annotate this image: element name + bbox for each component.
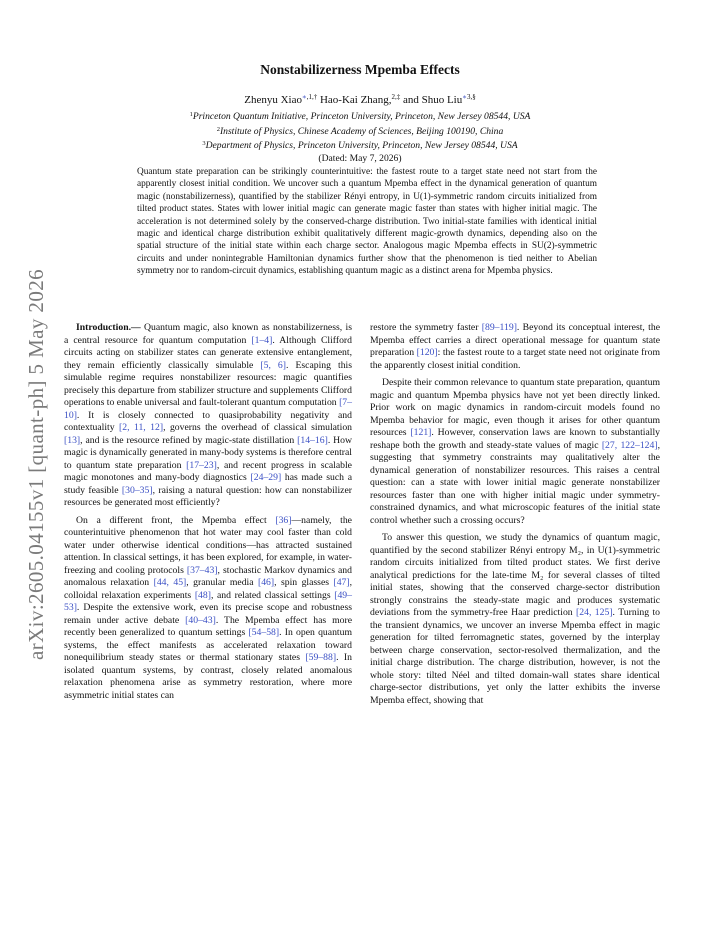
paragraph-mpemba (64, 515, 352, 703)
affiliation-2: $^2$Institute of Physics, Chinese Academy of Sciences, Beijing 100190, China (216, 125, 504, 137)
section-heading-introduction: Introduction.— (76, 322, 141, 333)
paragraph-text: . Although Clifford circuits acting on stabilizer states can generate extensive entanglement, they remain efficiently classically simulable (64, 334, 352, 371)
citation-link[interactable]: [36] (275, 514, 292, 526)
paragraph-text: . In isolated quantum systems, by contrast, closely related anomalous relaxation phenomena arise as symmetry restoration, where more asymmetric initial states can (64, 652, 352, 701)
paragraph-approach (370, 532, 660, 707)
author-name: Shuo Liu (421, 94, 463, 106)
citation-link[interactable]: [27, 122–124] (601, 439, 658, 451)
paragraph-text: , colloidal relaxation experiments (64, 577, 353, 601)
citation-link[interactable]: [46] (257, 577, 275, 588)
citation-link[interactable]: [37–43] (186, 564, 218, 576)
arxiv-identifier[interactable]: arXiv:2605.04155v1 [quant-ph] 5 May 2026 (24, 268, 48, 660)
paragraph-text: has made such a study feasible (64, 472, 353, 496)
left-column (64, 322, 352, 702)
paragraph-text: —namely, the counterintuitive phenomenon that hot water may cool faster than cold water under otherwise identical conditions—has attracted sustained attention. In classical settings, it has been explored, for example, in water-freezing and cooling protocols (64, 514, 352, 576)
paragraph-text: . It is closely connected to quasiprobability negativity and contextuality (64, 409, 352, 433)
paragraph-text: , spin glasses (274, 577, 334, 588)
author-affil-marks: ,1,† (306, 93, 318, 101)
author-name: Hao-Kai Zhang, (319, 94, 392, 106)
citation-link[interactable]: [14–16] (297, 434, 328, 446)
abstract: Quantum state preparation can be strikingly counterintuitive: the fastest route to a target state need not start from the apparently closest initial condition. We uncover such a quantum Mpemba effect in the dynamical generation of quantum magic (nonstabilizerness), quantified by the stabilizer Rényi entropy, in U(1)-symmetric random circuits initialized from tilted product states. States with lower initial magic can generate magic faster than states with higher initial magic. The acceleration is not determined solely by the conserved-charge distribution. Two initial-state families with identical initial magic and identical charge distribution exhibit qualitatively different magic-growth dynamics, depending also on the spatial structure of the initial state within each charge sector. Analogous magic Mpemba effects in SU(2)-symmetric circuits and under nonintegrable Hamiltonian dynamics further show that the phenomenon is tied neither to Abelian symmetry nor to random-circuit dynamics, establishing quantum magic as a distinct arena for Mpemba physics. (137, 167, 597, 277)
paper-title: Nonstabilizerness Mpemba Effects (260, 62, 460, 77)
paragraph-text: . Turning to the transient dynamics, we uncover an inverse Mpemba effect in magic generation for tilted ferromagnetic states, governed by the interplay between charge conservation, sector-resolved thermalization, and the initial charge distribution. The charge distribution, however, is not the whole story: tilted Néel and tilted domain-wall states share identical charge-sector distributions, yet only the latter exhibits the inverse Mpemba effect, showing that (370, 607, 661, 706)
paragraph-text: , and is the resource refined by magic-state distillation (80, 434, 298, 446)
paragraph-text: , and related classical settings (210, 589, 335, 601)
date-line: (Dated: May 7, 2026) (318, 152, 402, 164)
citation-link[interactable]: [48] (194, 589, 211, 601)
author-affil-marks: 3,§ (467, 93, 476, 101)
citation-link[interactable]: [121] (410, 427, 432, 438)
right-column (370, 322, 660, 707)
citation-link[interactable]: [49–53] (64, 589, 352, 613)
citation-link[interactable]: [17–23] (186, 459, 217, 471)
author-name: Zhenyu Xiao (244, 94, 302, 106)
author-footnote-link[interactable]: ∗ (462, 93, 468, 101)
paragraph-text: Despite their common relevance to quantum state preparation, quantum magic and quantum Mpemba physics have not yet been directly linked. Prior work on magic dynamics in random-circuit models found no Mpemba behavior for magic, even though it arises for other quantum resources (370, 377, 660, 438)
paragraph-text: . The Mpemba effect has more recently been generalized to quantum settings (64, 614, 352, 638)
citation-link[interactable]: [13] (64, 434, 81, 446)
citation-link[interactable]: [47] (333, 577, 350, 588)
paragraph-text: . In open quantum systems, the effect manifests as accelerated relaxation toward nonequilibrium steady states or thermal stationary states (64, 627, 352, 663)
author-conjunction: and (402, 94, 419, 106)
paragraph-text: . Beyond its conceptual interest, the Mpemba effect carries a direct operational message for quantum state preparation (370, 322, 660, 358)
paragraph-text: , stochastic Markov dynamics and anomalous relaxation (64, 564, 352, 588)
paragraph-text: To answer this question, we study the dynamics of quantum magic, quantified by the second stabilizer Rényi entropy M₂, in U(1)-symmetric random circuits initialized from tilted product states. We first derive analytical predictions for the late-time M₂ for several classes of tilted initial states, showing that the conserved charge-sector distribution strongly constrains the steady-state magic and produces systematic deviations from the symmetry-free Haar prediction (370, 532, 660, 618)
citation-link[interactable]: [5, 6] (260, 359, 286, 371)
affiliation-3: $^3$Department of Physics, Princeton University, Princeton, New Jersey 08544, USA (202, 140, 518, 151)
paragraph-text: : the fastest route to a target state need not originate from the apparently closest initial condition. (370, 347, 660, 371)
citation-link[interactable]: [2, 11, 12] (119, 422, 164, 433)
paragraph-text: . Escaping this simulable regime requires nonstabilizer resources: magic quantifies precisely this departure from stabilizer structure and supplements Clifford operations to enable universal and fault-tolerant quantum computation (64, 359, 352, 408)
citation-link[interactable]: [24, 125] (576, 607, 613, 618)
affiliations (0, 109, 720, 165)
citation-link[interactable]: [24–29] (250, 472, 282, 483)
paragraph-text: , granular media (186, 577, 258, 588)
citation-link[interactable]: [7–10] (64, 397, 352, 421)
citation-link[interactable]: [1–4] (251, 334, 273, 346)
paragraph-text: . However, conservation laws are known to substantially reshape both the growth and steady-state values of magic (370, 427, 660, 451)
author-affil-marks: 2,‡ (391, 93, 401, 101)
citation-link[interactable]: [89–119] (481, 322, 517, 333)
citation-link[interactable]: [54–58] (248, 627, 280, 638)
paragraph-text: , raising a natural question: how can nonstabilizer resources be generated most efficiently? (64, 484, 352, 508)
paragraph-text: , and recent progress in scalable magic monotones and many-body diagnostics (64, 459, 352, 483)
author-footnote-link[interactable]: ∗ (301, 93, 307, 101)
paragraph-text: restore the symmetry faster (370, 322, 482, 333)
paragraph-text: . How magic is dynamically generated in many-body systems is therefore central to quantum state preparation (64, 434, 352, 471)
paragraph-motivation (370, 377, 660, 527)
citation-link[interactable]: [44, 45] (153, 577, 187, 588)
paragraph-text: . Despite the extensive work, even its precise scope and robustness remain under active debate (64, 602, 352, 626)
citation-link[interactable]: [40–43] (185, 614, 216, 626)
paragraph-continued (370, 322, 660, 372)
paragraph-intro (64, 322, 352, 510)
paragraph-text: On a different front, the Mpemba effect (76, 514, 276, 526)
citation-link[interactable]: [59–88] (305, 652, 337, 663)
paragraph-text: , suggesting that symmetry constraints may qualitatively alter the dynamical generation of nonstabilizer resources. This raises a central question: can a state with lower initial magic generate nonstabilizer resources faster than one with higher initial magic under symmetry-constrained dynamics, and what microscopic features of the initial state control whether such a crossing occurs? (370, 439, 660, 526)
paragraph-text: , governs the overhead of classical simulation (163, 422, 353, 433)
affiliation-1: $^1$Princeton Quantum Initiative, Princeton University, Princeton, New Jersey 08544, USA (189, 111, 531, 122)
citation-link[interactable]: [30–35] (121, 484, 153, 496)
author-list (0, 93, 720, 106)
citation-link[interactable]: [120] (416, 347, 438, 358)
paragraph-text: Quantum magic, also known as nonstabilizerness, is a central resource for quantum computation (64, 322, 352, 346)
